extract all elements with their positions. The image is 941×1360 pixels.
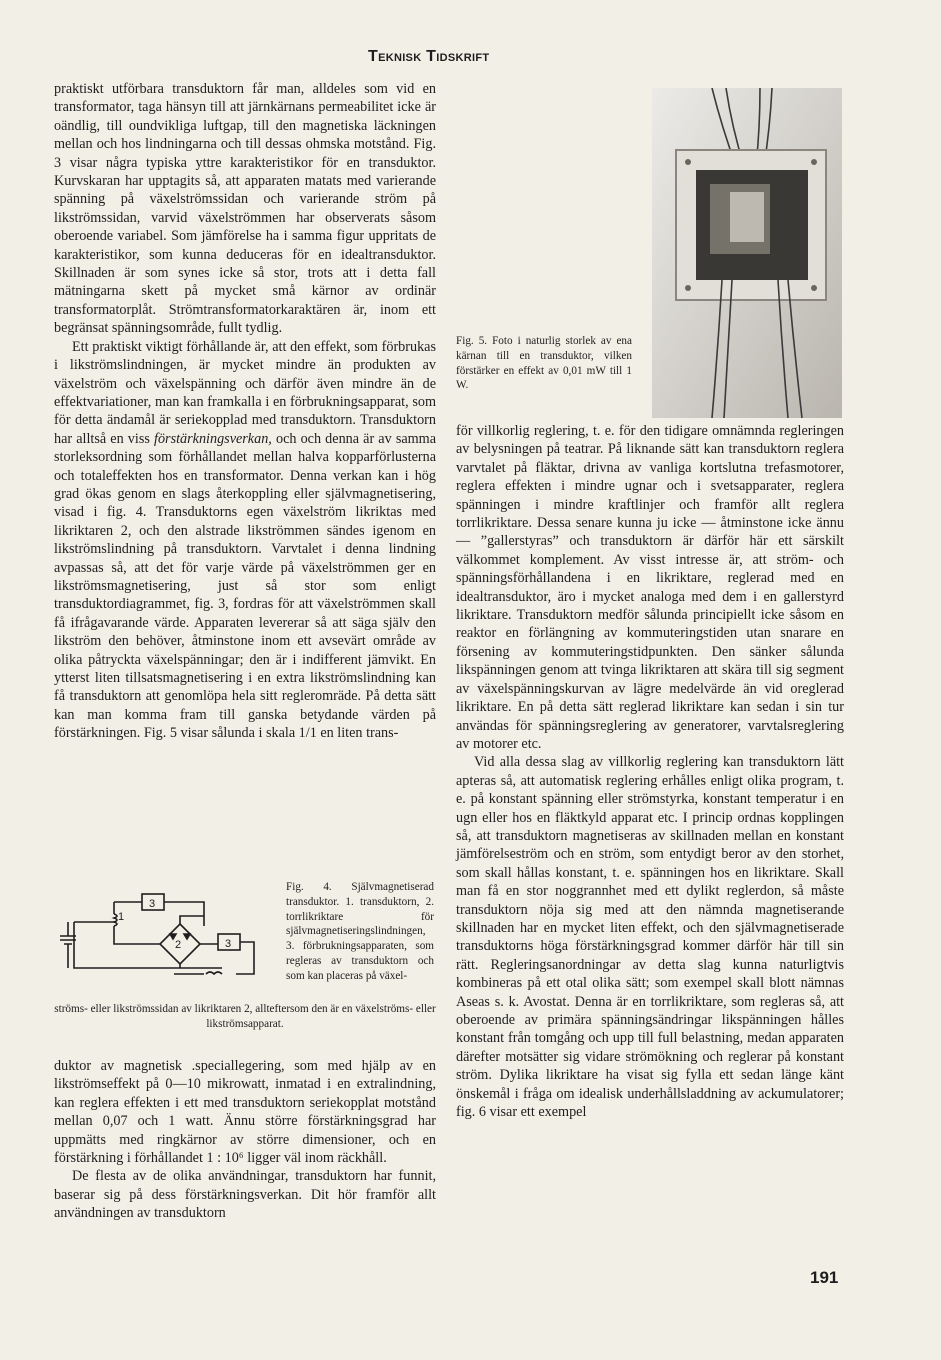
emphasis-term: förstärkningsverkan, [154, 430, 272, 447]
fig5-caption: Fig. 5. Foto i naturlig storlek av ena kärnan till en transduktor, vilken förstärker en effekt av 0,01 mW till 1 W. [456, 335, 632, 392]
left-column-top [54, 80, 436, 743]
fig4-circuit-diagram [54, 880, 282, 998]
left-column-bottom [54, 1057, 436, 1223]
journal-masthead: Teknisk Tidskrift [368, 48, 490, 65]
self-magnetizing-winding [174, 972, 222, 974]
fig4-caption-continued: ströms- eller likströmssidan av likriktaren 2, allteftersom den är en växelströms- eller likströmsapparat. [54, 1003, 436, 1030]
page-number: 191 [810, 1268, 839, 1287]
paragraph: för villkorlig reglering, t. e. för den tidigare omnämnda regleringen av belysningen på teatrar. På liknande sätt kan transduktorn reglera varvtalet på fläktar, drivna av vanliga kortslutna trefasmotorer, reglera effekten i mindre ugnar och i svetsapparater, reglera spänningen i mindre kraftlinjer och framför allt reglera torrlikriktare. Dessa senare kunna ju icke — åtminstone icke ännu — ”gallerstyras” och transduktorn är därför här ett särskilt välkommet komplement. Av visst intresse är, att ström- och spänningsförhållandena i en likriktare, reglerad med en idealtransduktor, äro i mycket analoga med dem i en gallerstyrd likriktare. Transduktorn medför sålunda principiellt icke såsom en reaktor en förlängning av kommuteringstiden utan snarare en försening av kommuteringstidpunkten. Den sänker sålunda likspänningen genom att tvinga likriktaren att skära till sig segment av växelspänningskurvan av lägre medelvärde än vid oreglerad likriktare. En på detta sätt reglerad likriktare kan sedan i sin tur användas för spänningsreglering av generatorer, varvtalsreglering av motorer etc. [456, 423, 844, 752]
paragraph-text: Ett praktiskt viktigt förhållande är, att den effekt, som förbrukas i likströmslindningen, är mycket mindre än produkten av växelström och växelspänning och därför även mindre än de effektvariationer, man kan framkalla i en förbrukningsapparat, som för detta ändamål är seriekopplad med transduktorn. Transduktorn har alltså en viss [54, 338, 436, 447]
fig5-photograph [652, 88, 842, 418]
paragraph: duktor av magnetisk .speciallegering, som med hjälp av en likströmseffekt på 0—10 mikrowatt, inmatad i en extralindning, kan reglera effekten i ett med transduktorn seriekopplat motstånd mellan 0,07 och 1 watt. Ännu större förstärkningsgrad har uppmätts med ringkärnor av större dimensioner, och en förstärkning i förhållandet 1 : 10⁶ ligger väl inom räckhåll. [54, 1058, 436, 1167]
right-column [456, 422, 844, 1121]
paragraph: De flesta av de olika användningar, transduktorn har funnit, baserar sig på dess förstärkningsverkan. Dit hör framför allt användningen av transduktorn [54, 1168, 436, 1222]
label-3-top: 3 [149, 898, 156, 910]
paragraph-text: och och denna är av samma storleksordning som förhållandet mellan halva kopparförlusterna och totaleffekten hos en transformator. Denna verkan kan i hög grad ökas genom en slags återkoppling eller självmagnetisering, visad i fig. 4. Transduktorns egen växelström likriktas med likriktaren 2, och den alstrade likströmmen sändes igenom en likströmslindning på transduktorn. Varvtalet i denna lindning avpassas så, att det för varje värde på växelströmmen ger en likströmsmagnetisering, just så stor som enligt transduktordiagrammet, fig. 3, fordras för att växelströmmen skall få ifrågavarande värde. Apparaten levererar så att säga själv den likström den behöver, åtminstone inom ett avsevärt område av olika påtryckta växelspänningar; den är i indifferent jämvikt. En ytterst liten tillsatsmagnetisering i en extra likströmslindning kan få transduktorn att genomlöpa hela sitt regleromräde. På detta sätt kan man komma fram till ganska betydande värden på förstärkningen. Fig. 5 visar sålunda i skala 1/1 en liten trans- [54, 430, 437, 742]
fig4-caption: Fig. 4. Självmagnetiserad transduktor. 1. transduktorn, 2. torrlikriktare för självmagnetiseringslindningen, 3. förbrukningsapparaten, som regleras av transduktorn och som kan placeras på växel- [286, 881, 434, 982]
paragraph [54, 338, 436, 743]
label-3-right: 3 [225, 938, 232, 950]
circuit-wire [236, 942, 254, 974]
circuit-wire [114, 902, 204, 926]
label-2: 2 [175, 939, 182, 951]
transductor-coil [114, 902, 117, 930]
paragraph: praktiskt utförbara transduktorn får man, alldeles som vid en transformator, taga hänsyn till att järnkärnans permeabilitet icke är oändlig, till oundvikliga luftgap, till den magnetiska läckningen mellan och hos lindningarna och till dessas ohmska motstånd. Fig. 3 visar några typiska yttre karakteristikor för en transduktor. Kurvskaran har upptagits så, att apparaten matats med varierande spänning på växelströmssidan och varierande ström på likströmssidan, varvid växelströmmen har observerats såsom oberoende variabel. Som jämförelse ha i samma figur uppritats de karakteristikor, som kunna deduceras för en idealtransduktor. Skillnaden är som synes icke så stor, trots att i detta fall mätningarna skett på mycket små kärnor av ordinär transformatorplåt. Strömtransformatorkaraktären är, inom ett begränsat spänningsområde, fullt tydlig. [54, 81, 436, 337]
paragraph: Vid alla dessa slag av villkorlig reglering kan transduktorn lätt apteras så, att automatisk reglering erhålles enligt olika program, t. e. på konstant spänning eller strömstyrka, konstant temperatur i en ugn eller hos en fläktkyld apparat etc. I princip ordnas kopplingen så, att transduktorn magnetiseras av skillnaden mellan en konstant jämförelseström och en ström, som entydigt beror av den storhet, som skall hållas konstant, t. e. spänningen hos en likriktare. Skall man få en stor noggrannhet med ett dylikt reglerdon, så måste transduktorn nöja sig med att den nämnda magnetiserande skillnaden har en mycket liten effekt, och den självmagnetiserade transduktorns höga förstärkningsgrad kommer därför här till sin rätt. Regleringsanordningar av detta slag kunna naturligtvis kombineras på ett otal olika sätt; som exempel skall blott nämnas Aseas s. k. Avostat. Denna är en torrlikriktare, som regleras så, att oberoende av primära spänningsändringar likspänningen hålles konstant från tomgång och upp till full belastning, medan apparaten därefter motsätter sig vidare strömökning och reglerar på konstant ström. Dylika likriktare ha visat sig fylla ett sedan länge känt önskemål i fråga om idealisk underhållsladdning av ackumulatorer; fig. 6 visar ett exempel [456, 754, 844, 1121]
label-1: 1 [118, 911, 125, 923]
